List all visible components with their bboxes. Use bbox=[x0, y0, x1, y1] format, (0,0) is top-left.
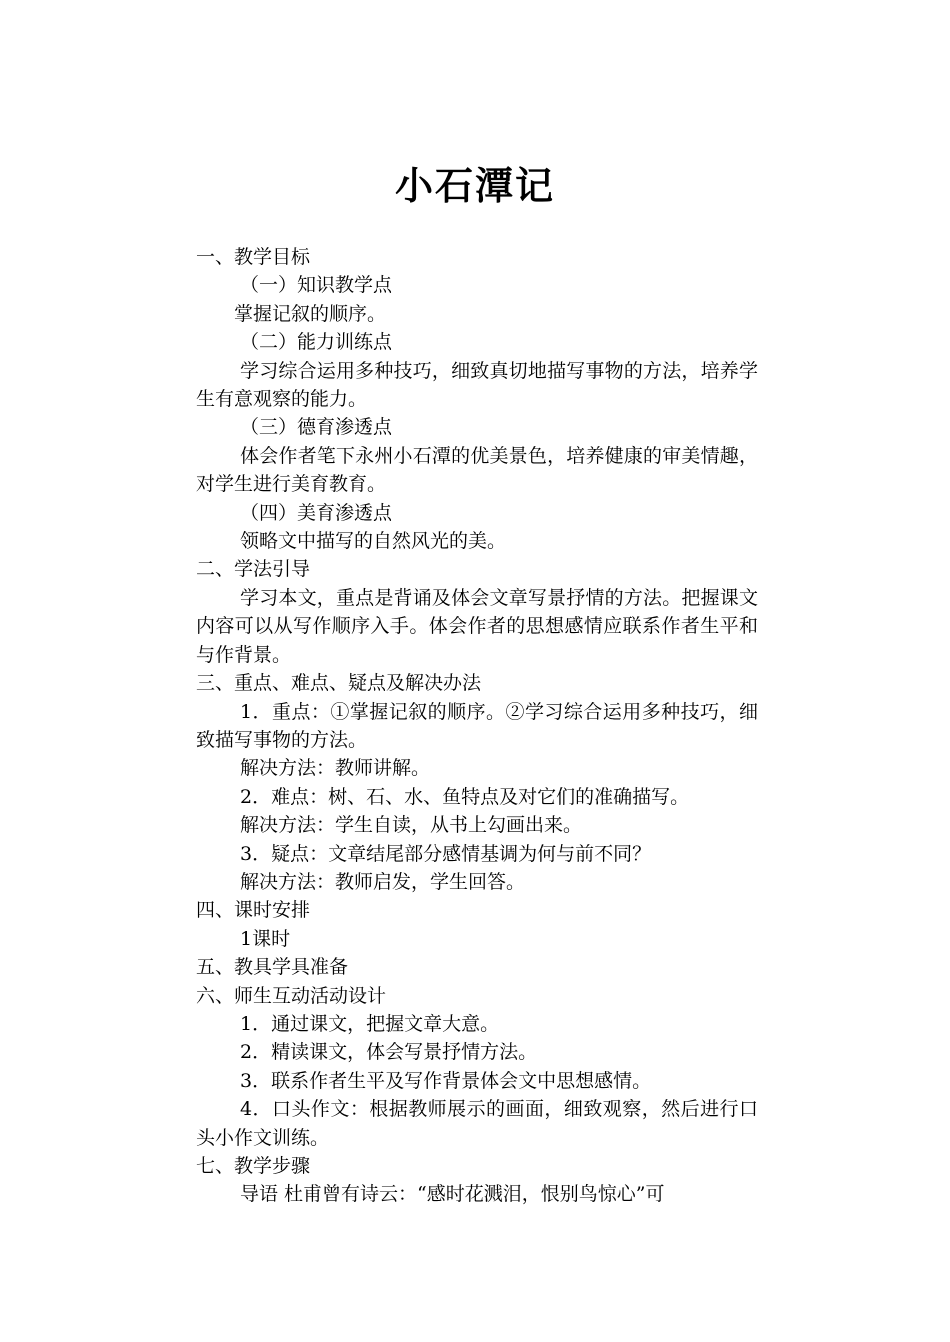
section-heading: 一、教学目标 bbox=[196, 246, 311, 268]
paragraph: 导语 杜甫曾有诗云：“感时花溅泪，恨别鸟惊心”可 bbox=[240, 1183, 665, 1206]
paragraph: 1课时 bbox=[240, 927, 291, 950]
subsection-heading: （四）美育渗透点 bbox=[240, 501, 393, 524]
paragraph: 解决方法：学生自读，从书上勾画出来。 bbox=[240, 814, 583, 837]
paragraph: 1．通过课文，把握文章大意。 bbox=[240, 1012, 500, 1035]
subsection-heading: （三）德育渗透点 bbox=[240, 416, 393, 439]
paragraph: 3．联系作者生平及写作背景体会文中思想感情。 bbox=[240, 1069, 652, 1092]
paragraph: 学习本文，重点是背诵及体会文章写景抒情的方法。把握课文内容可以从写作顺序入手。体会作者的思想感情应联系作者生平和与作背景。 bbox=[196, 586, 758, 666]
section-heading: 三、重点、难点、疑点及解决办法 bbox=[196, 672, 482, 695]
subsection-heading: （一）知识教学点 bbox=[240, 274, 393, 297]
section-heading: 六、师生互动活动设计 bbox=[196, 984, 387, 1007]
document-title: 小石潭记 bbox=[394, 164, 555, 208]
paragraph: 3．疑点：文章结尾部分感情基调为何与前不同？ bbox=[240, 842, 652, 865]
subsection-heading: （二）能力训练点 bbox=[240, 331, 393, 354]
paragraph: 4．口头作文：根据教师展示的画面，细致观察，然后进行口头小作文训练。 bbox=[196, 1098, 758, 1149]
paragraph: 体会作者笔下永州小石潭的优美景色，培养健康的审美情趣，对学生进行美育教育。 bbox=[196, 444, 758, 496]
paragraph: 1．重点：①掌握记叙的顺序。②学习综合运用多种技巧，细致描写事物的方法。 bbox=[196, 700, 758, 751]
section-heading: 四、课时安排 bbox=[196, 899, 311, 922]
paragraph: 2．难点：树、石、水、鱼特点及对它们的准确描写。 bbox=[240, 785, 690, 808]
paragraph: 解决方法：教师讲解。 bbox=[240, 757, 431, 780]
section-heading: 二、学法引导 bbox=[196, 558, 311, 581]
section-heading: 五、教具学具准备 bbox=[196, 956, 349, 979]
paragraph: 2．精读课文，体会写景抒情方法。 bbox=[240, 1041, 538, 1064]
paragraph: 掌握记叙的顺序。 bbox=[234, 302, 387, 325]
paragraph: 领略文中描写的自然风光的美。 bbox=[240, 530, 507, 553]
paragraph: 学习综合运用多种技巧，细致真切地描写事物的方法，培养学生有意观察的能力。 bbox=[196, 359, 758, 411]
paragraph: 解决方法：教师启发，学生回答。 bbox=[240, 870, 526, 893]
section-heading: 七、教学步骤 bbox=[196, 1155, 311, 1177]
document-body bbox=[196, 243, 758, 1209]
